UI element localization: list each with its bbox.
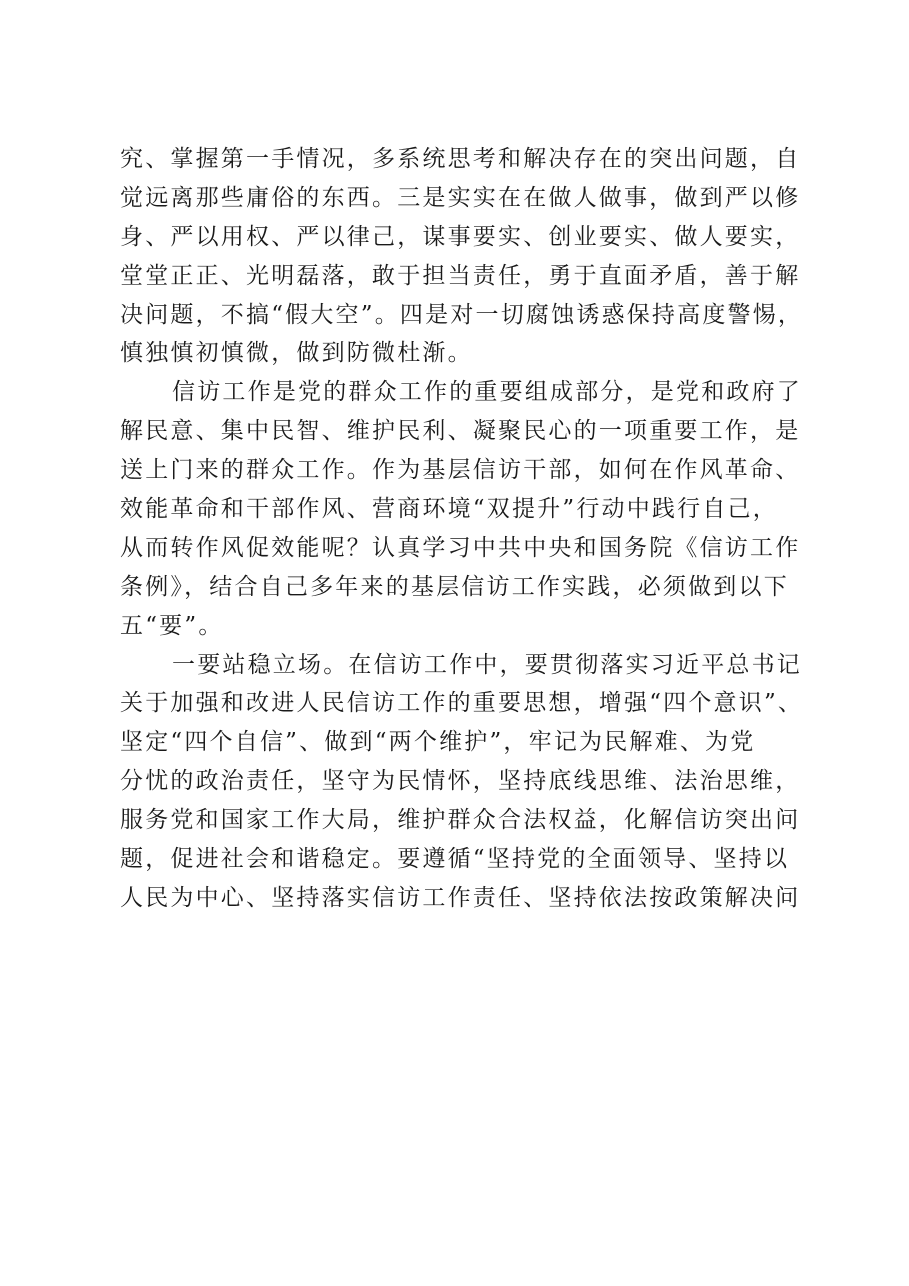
text-line: 坚定“四个自信”、做到“两个维护”，牢记为民解难、为党 <box>120 729 756 756</box>
text-line: 决问题，不搞“假大空”。四是对一切腐蚀诱惑保持高度警惕， <box>120 301 804 328</box>
text-line: 分忧的政治责任，坚守为民情怀，坚持底线思维、法治思维， <box>120 768 801 795</box>
text-line: 关于加强和改进人民信访工作的重要思想，增强“四个意识”、 <box>120 690 804 717</box>
text-line: 身、严以用权、严以律己，谋事要实、创业要实、做人要实， <box>120 223 801 250</box>
text-line: 送上门来的群众工作。作为基层信访干部，如何在作风革命、 <box>120 457 801 484</box>
body-text <box>120 140 820 918</box>
text-line: 慎独慎初慎微，做到防微杜渐。 <box>120 340 473 367</box>
text-line: 条例》，结合自己多年来的基层信访工作实践，必须做到以下 <box>120 573 789 600</box>
text-line: 究、掌握第一手情况，多系统思考和解决存在的突出问题，自 <box>120 146 801 172</box>
paragraph-first-line: 信访工作是党的群众工作的重要组成部分，是党和政府了 <box>172 379 802 406</box>
paragraph-first-line: 一要站稳立场。在信访工作中，要贯彻落实习近平总书记 <box>172 651 802 678</box>
text-line: 服务党和国家工作大局，维护群众合法权益，化解信访突出问 <box>120 807 801 834</box>
text-line: 觉远离那些庸俗的东西。三是实实在在做人做事，做到严以修 <box>120 184 801 211</box>
text-line: 从而转作风促效能呢？认真学习中共中央和国务院《信访工作 <box>120 534 801 561</box>
text-line: 效能革命和干部作风、营商环境“双提升”行动中践行自己， <box>120 496 778 523</box>
text-line: 五“要”。 <box>120 612 224 639</box>
text-line: 解民意、集中民智、维护民利、凝聚民心的一项重要工作，是 <box>120 418 801 445</box>
text-line: 堂堂正正、光明磊落，敢于担当责任，勇于直面矛盾，善于解 <box>120 262 801 289</box>
text-line: 人民为中心、坚持落实信访工作责任、坚持依法按政策解决问 <box>120 884 801 911</box>
text-line: 题，促进社会和谐稳定。要遵循“坚持党的全面领导、坚持以 <box>120 846 790 873</box>
